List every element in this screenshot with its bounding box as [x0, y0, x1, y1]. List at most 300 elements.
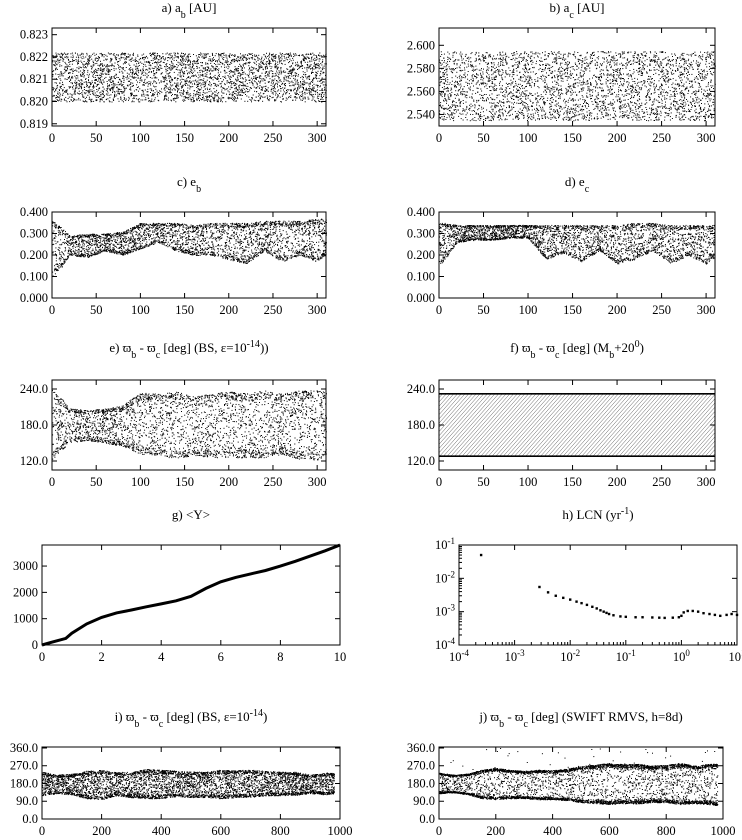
data-point	[88, 62, 89, 63]
data-point	[70, 80, 71, 81]
data-point	[126, 56, 127, 57]
data-point	[159, 62, 160, 63]
data-point	[118, 65, 119, 66]
data-point	[676, 88, 677, 89]
data-point	[164, 62, 165, 63]
data-point	[304, 80, 305, 81]
data-point	[292, 58, 293, 59]
data-point	[313, 91, 314, 92]
data-point	[444, 118, 445, 119]
data-point	[85, 64, 86, 65]
data-point	[221, 90, 222, 91]
data-point	[170, 77, 171, 78]
data-point	[92, 80, 93, 81]
data-point	[465, 95, 466, 96]
data-point	[154, 80, 155, 81]
data-point	[666, 64, 667, 65]
data-point	[700, 63, 701, 64]
data-point	[314, 63, 315, 64]
data-point	[311, 94, 312, 95]
data-point	[553, 116, 554, 117]
data-point	[207, 69, 208, 70]
data-point	[275, 58, 276, 59]
data-point	[282, 94, 283, 95]
data-point	[97, 84, 98, 85]
data-point	[610, 86, 611, 87]
panel-a	[20, 0, 327, 145]
data-point	[445, 81, 446, 82]
data-point	[673, 83, 674, 84]
data-point	[235, 101, 236, 102]
data-point	[181, 75, 182, 76]
data-point	[308, 76, 309, 77]
data-point	[502, 108, 503, 109]
data-point	[202, 65, 203, 66]
data-point	[535, 120, 536, 121]
data-point	[313, 59, 314, 60]
data-point	[649, 117, 650, 118]
data-point	[675, 84, 676, 85]
data-point	[142, 85, 143, 86]
data-point	[261, 59, 262, 60]
data-point	[603, 105, 604, 106]
x-tick-label: 300	[308, 131, 327, 145]
data-point	[60, 56, 61, 57]
data-point	[246, 88, 247, 89]
data-point	[309, 94, 310, 95]
data-point	[135, 96, 136, 97]
data-point	[651, 83, 652, 84]
data-point	[222, 81, 223, 82]
data-point	[75, 91, 76, 92]
data-point	[462, 89, 463, 90]
data-point	[713, 62, 714, 63]
data-point	[303, 88, 304, 89]
data-point	[125, 61, 126, 62]
data-point	[467, 92, 468, 93]
data-point	[259, 58, 260, 59]
data-point	[211, 96, 212, 97]
data-point	[624, 105, 625, 106]
data-point	[138, 91, 139, 92]
data-point	[237, 61, 238, 62]
data-point	[60, 78, 61, 79]
data-point	[312, 57, 313, 58]
data-point	[151, 60, 152, 61]
data-point	[86, 90, 87, 91]
data-point	[180, 83, 181, 84]
data-point	[162, 72, 163, 73]
data-point	[252, 79, 253, 80]
data-point	[110, 65, 111, 66]
data-point	[548, 53, 549, 54]
data-point	[86, 101, 87, 102]
data-point	[155, 81, 156, 82]
data-point	[67, 54, 68, 55]
data-point	[180, 56, 181, 57]
data-point	[76, 61, 77, 62]
data-point	[613, 108, 614, 109]
data-point	[218, 75, 219, 76]
data-point	[274, 79, 275, 80]
data-point	[220, 55, 221, 56]
data-point	[305, 62, 306, 63]
data-point	[121, 71, 122, 72]
data-point	[449, 93, 450, 94]
data-point	[556, 118, 557, 119]
data-point	[625, 89, 626, 90]
data-point	[111, 78, 112, 79]
data-point	[91, 83, 92, 84]
data-point	[243, 57, 244, 58]
data-point	[208, 99, 209, 100]
data-point	[316, 57, 317, 58]
data-point	[458, 83, 459, 84]
data-point	[480, 112, 481, 113]
data-point	[72, 61, 73, 62]
data-point	[500, 59, 501, 60]
data-point	[240, 90, 241, 91]
data-point	[317, 85, 318, 86]
data-point	[69, 64, 70, 65]
data-point	[203, 97, 204, 98]
data-point	[509, 101, 510, 102]
data-point	[118, 90, 119, 91]
data-point	[205, 64, 206, 65]
data-point	[701, 92, 702, 93]
data-point	[154, 59, 155, 60]
data-point	[236, 95, 237, 96]
data-point	[598, 51, 599, 52]
data-point	[520, 96, 521, 97]
data-point	[281, 63, 282, 64]
data-point	[189, 64, 190, 65]
data-point	[668, 71, 669, 72]
data-point	[461, 118, 462, 119]
data-point	[264, 80, 265, 81]
data-point	[156, 67, 157, 68]
data-point	[143, 69, 144, 70]
data-point	[91, 68, 92, 69]
data-point	[88, 90, 89, 91]
data-point	[172, 94, 173, 95]
data-point	[512, 76, 513, 77]
data-point	[272, 71, 273, 72]
data-point	[65, 78, 66, 79]
data-point	[229, 76, 230, 77]
data-point	[468, 71, 469, 72]
data-point	[95, 69, 96, 70]
data-point	[652, 82, 653, 83]
data-point	[290, 59, 291, 60]
data-point	[183, 101, 184, 102]
data-point	[198, 59, 199, 60]
data-point	[69, 66, 70, 67]
data-point	[278, 78, 279, 79]
data-point	[214, 95, 215, 96]
data-point	[182, 71, 183, 72]
data-point	[513, 99, 514, 100]
data-point	[493, 119, 494, 120]
data-point	[287, 69, 288, 70]
data-point	[73, 89, 74, 90]
data-point	[650, 60, 651, 61]
data-point	[525, 64, 526, 65]
data-point	[220, 78, 221, 79]
data-point	[113, 83, 114, 84]
data-point	[229, 57, 230, 58]
data-point	[249, 71, 250, 72]
data-point	[153, 86, 154, 87]
data-point	[472, 94, 473, 95]
data-point	[183, 85, 184, 86]
data-point	[109, 54, 110, 55]
data-point	[120, 60, 121, 61]
data-point	[109, 100, 110, 101]
data-point	[478, 80, 479, 81]
data-point	[180, 84, 181, 85]
data-point	[310, 69, 311, 70]
data-point	[324, 87, 325, 88]
data-point	[568, 84, 569, 85]
data-point	[641, 119, 642, 120]
data-point	[313, 94, 314, 95]
data-point	[107, 81, 108, 82]
data-point	[109, 71, 110, 72]
data-point	[321, 55, 322, 56]
data-point	[509, 83, 510, 84]
data-point	[152, 63, 153, 64]
data-point	[94, 55, 95, 56]
data-point	[295, 73, 296, 74]
data-point	[660, 94, 661, 95]
data-point	[172, 63, 173, 64]
data-point	[289, 61, 290, 62]
data-point	[680, 75, 681, 76]
data-point	[292, 63, 293, 64]
data-point	[54, 95, 55, 96]
data-point	[156, 70, 157, 71]
data-point	[552, 66, 553, 67]
data-point	[242, 91, 243, 92]
data-point	[84, 61, 85, 62]
data-point	[258, 93, 259, 94]
data-point	[100, 100, 101, 101]
data-point	[252, 74, 253, 75]
data-point	[221, 66, 222, 67]
data-point	[616, 55, 617, 56]
data-point	[670, 90, 671, 91]
data-point	[177, 98, 178, 99]
data-point	[657, 106, 658, 107]
data-point	[256, 56, 257, 57]
data-point	[291, 90, 292, 91]
data-point	[548, 64, 549, 65]
data-point	[159, 90, 160, 91]
data-point	[88, 75, 89, 76]
data-point	[178, 86, 179, 87]
data-point	[561, 107, 562, 108]
data-point	[267, 90, 268, 91]
data-point	[218, 81, 219, 82]
data-point	[262, 88, 263, 89]
data-point	[708, 116, 709, 117]
data-point	[685, 89, 686, 90]
data-point	[288, 76, 289, 77]
data-point	[238, 92, 239, 93]
data-point	[296, 98, 297, 99]
data-point	[691, 104, 692, 105]
data-point	[259, 77, 260, 78]
data-point	[513, 90, 514, 91]
data-point	[473, 86, 474, 87]
data-point	[163, 100, 164, 101]
data-point	[130, 67, 131, 68]
data-point	[166, 88, 167, 89]
data-point	[121, 57, 122, 58]
data-point	[704, 79, 705, 80]
data-point	[472, 75, 473, 76]
data-point	[181, 57, 182, 58]
data-point	[709, 110, 710, 111]
data-point	[255, 81, 256, 82]
data-point	[243, 88, 244, 89]
data-point	[191, 70, 192, 71]
plot-frame	[439, 28, 715, 126]
data-point	[77, 93, 78, 94]
data-point	[304, 57, 305, 58]
data-point	[281, 55, 282, 56]
data-point	[100, 80, 101, 81]
data-point	[184, 56, 185, 57]
data-point	[123, 75, 124, 76]
data-point	[259, 66, 260, 67]
data-point	[102, 100, 103, 101]
data-point	[479, 94, 480, 95]
data-point	[165, 75, 166, 76]
data-point	[271, 55, 272, 56]
data-point	[180, 95, 181, 96]
data-point	[96, 97, 97, 98]
data-point	[583, 74, 584, 75]
data-point	[123, 77, 124, 78]
data-point	[531, 87, 532, 88]
data-point	[275, 99, 276, 100]
data-point	[151, 72, 152, 73]
data-point	[163, 58, 164, 59]
data-point	[215, 70, 216, 71]
data-point	[90, 94, 91, 95]
data-point	[169, 92, 170, 93]
data-point	[55, 89, 56, 90]
data-point	[136, 89, 137, 90]
data-point	[53, 70, 54, 71]
data-point	[323, 55, 324, 56]
data-point	[197, 58, 198, 59]
data-point	[517, 115, 518, 116]
data-point	[268, 58, 269, 59]
data-point	[79, 91, 80, 92]
data-point	[655, 52, 656, 53]
data-point	[170, 76, 171, 77]
data-point	[114, 76, 115, 77]
data-point	[78, 99, 79, 100]
data-point	[275, 83, 276, 84]
data-point	[494, 90, 495, 91]
data-point	[642, 65, 643, 66]
data-point	[176, 95, 177, 96]
data-point	[679, 77, 680, 78]
data-point	[128, 54, 129, 55]
data-point	[320, 85, 321, 86]
data-point	[63, 89, 64, 90]
data-point	[150, 88, 151, 89]
data-point	[134, 77, 135, 78]
data-point	[203, 80, 204, 81]
data-point	[261, 89, 262, 90]
data-point	[676, 61, 677, 62]
data-point	[58, 53, 59, 54]
data-point	[569, 117, 570, 118]
data-point	[253, 78, 254, 79]
data-point	[681, 97, 682, 98]
data-point	[487, 118, 488, 119]
data-point	[612, 117, 613, 118]
data-point	[271, 91, 272, 92]
data-point	[304, 59, 305, 60]
data-point	[184, 71, 185, 72]
data-point	[118, 54, 119, 55]
data-point	[447, 61, 448, 62]
data-point	[266, 64, 267, 65]
data-points	[52, 53, 327, 103]
data-point	[303, 71, 304, 72]
data-point	[484, 60, 485, 61]
data-point	[639, 88, 640, 89]
data-point	[183, 75, 184, 76]
data-point	[297, 97, 298, 98]
data-point	[87, 90, 88, 91]
data-point	[321, 80, 322, 81]
data-point	[290, 89, 291, 90]
data-point	[602, 97, 603, 98]
data-point	[449, 99, 450, 100]
data-point	[583, 84, 584, 85]
data-point	[72, 59, 73, 60]
data-point	[229, 83, 230, 84]
data-point	[302, 83, 303, 84]
data-point	[207, 66, 208, 67]
data-point	[305, 94, 306, 95]
data-point	[254, 62, 255, 63]
data-point	[190, 82, 191, 83]
data-point	[683, 86, 684, 87]
data-point	[242, 92, 243, 93]
data-point	[123, 53, 124, 54]
data-point	[158, 67, 159, 68]
data-point	[314, 54, 315, 55]
data-point	[528, 98, 529, 99]
data-point	[258, 96, 259, 97]
data-point	[87, 70, 88, 71]
data-point	[547, 88, 548, 89]
data-point	[113, 87, 114, 88]
data-point	[247, 55, 248, 56]
data-point	[207, 72, 208, 73]
data-point	[698, 83, 699, 84]
data-point	[193, 64, 194, 65]
data-point	[165, 87, 166, 88]
